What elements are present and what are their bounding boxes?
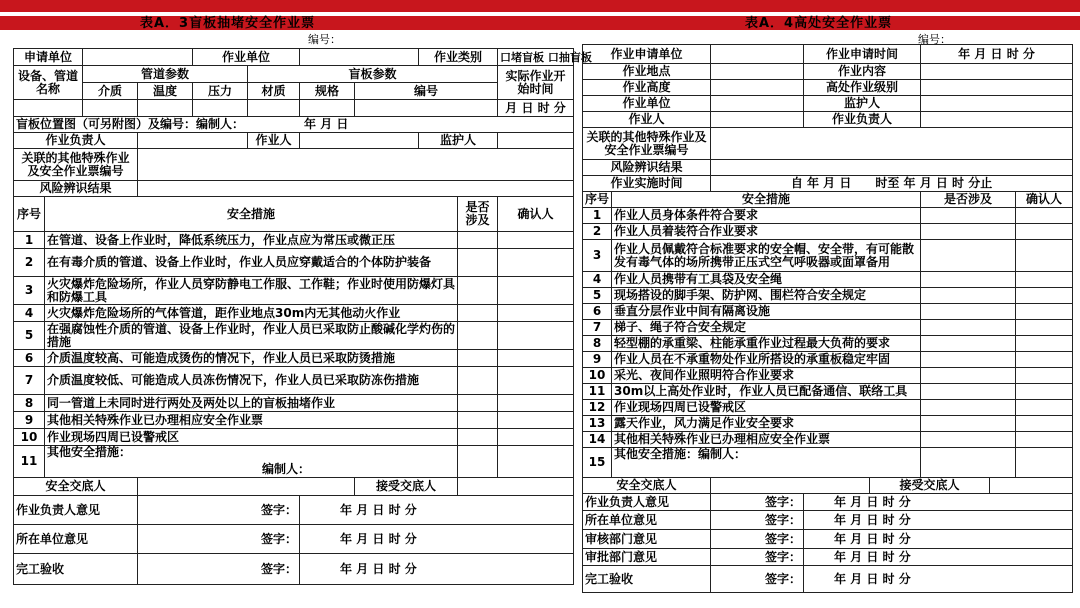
r-work-unit-field[interactable] xyxy=(711,96,804,112)
measure-text: 火灾爆炸危险场所的气体管道，距作业地点30m内无其他动火作业 xyxy=(45,305,458,322)
temperature-field[interactable] xyxy=(138,100,193,117)
pressure-field[interactable] xyxy=(193,100,248,117)
table-row xyxy=(583,240,1073,272)
measure-text: 在管道、设备上作业时，降低系统压力，作业点应为常压或微正压 xyxy=(45,232,458,249)
measure-text: 其他相关特殊作业已办理相应安全作业票 xyxy=(45,412,458,429)
signature-label: 签字： xyxy=(711,511,804,530)
measure-number: 11 xyxy=(583,384,612,400)
confirmer-field[interactable] xyxy=(1016,224,1073,240)
measure-number: 4 xyxy=(583,272,612,288)
signature-label: 签字： xyxy=(711,530,804,549)
opinion-row xyxy=(583,530,1073,549)
opinion-label: 审核部门意见 xyxy=(583,530,711,549)
spec-label: 规格 xyxy=(300,83,355,100)
measures-header: 安全措施 xyxy=(45,197,458,232)
table-row xyxy=(583,288,1073,304)
table-row xyxy=(583,384,1073,400)
measure-number: 1 xyxy=(14,232,45,249)
confirmer-field[interactable] xyxy=(498,232,574,249)
applicant-unit-label: 申请单位 xyxy=(14,49,83,66)
measure-text: 在有毒介质的管道、设备上作业时，作业人员应穿戴适合的个体防护装备 xyxy=(45,249,458,277)
involved-header: 是否涉及 xyxy=(458,197,498,232)
signature-label: 签字： xyxy=(711,494,804,511)
drafter-date: 年 月 日 xyxy=(304,117,349,131)
r-location-label: 作业地点 xyxy=(583,64,711,80)
r-risk-result-field[interactable] xyxy=(711,160,1073,176)
measure-number: 4 xyxy=(14,305,45,322)
confirmer-field[interactable] xyxy=(1016,208,1073,224)
seq-header: 序号 xyxy=(14,197,45,232)
table-row xyxy=(583,208,1073,224)
confirmer-field[interactable] xyxy=(498,249,574,277)
left-measures-list xyxy=(14,232,574,478)
signature-date[interactable]: 年 月 日 时 分 xyxy=(804,530,1073,549)
signature-label: 签字： xyxy=(711,549,804,566)
signature-label: 签字： xyxy=(711,566,804,593)
confirmer-field[interactable] xyxy=(1016,352,1073,368)
opinion-row xyxy=(14,525,574,554)
signature-date[interactable]: 年 月 日 时 分 xyxy=(804,549,1073,566)
r-content-field[interactable] xyxy=(921,64,1073,80)
pipe-params-label: 管道参数 xyxy=(83,66,248,83)
start-datetime[interactable]: 月 日 时 分 xyxy=(498,100,574,117)
drafter-label: 编制人： xyxy=(196,117,245,131)
confirmer-field[interactable] xyxy=(498,322,574,350)
r-safety-briefer-label: 安全交底人 xyxy=(583,478,711,494)
measure-number: 5 xyxy=(14,322,45,350)
table-row xyxy=(583,320,1073,336)
measure-text: 作业人员身体条件符合要求 xyxy=(612,208,921,224)
material-label: 材质 xyxy=(248,83,300,100)
opinion-row xyxy=(583,494,1073,511)
measure-number: 6 xyxy=(583,304,612,320)
involved-field[interactable] xyxy=(921,224,1016,240)
r-briefing-receiver-field[interactable] xyxy=(990,478,1073,494)
signature-date[interactable]: 年 月 日 时 分 xyxy=(804,494,1073,511)
measure-number: 15 xyxy=(583,448,612,478)
table-row xyxy=(583,304,1073,320)
confirmer-header: 确认人 xyxy=(498,197,574,232)
opinion-label: 所在单位意见 xyxy=(14,525,138,554)
code-field[interactable] xyxy=(355,100,498,117)
confirmer-field[interactable] xyxy=(498,367,574,395)
r-applicant-unit-label: 作业申请单位 xyxy=(583,45,711,64)
r-work-unit-label: 作业单位 xyxy=(583,96,711,112)
opinion-label: 完工验收 xyxy=(14,554,138,585)
measure-text: 作业人员在不承重物处作业所搭设的承重板稳定牢固 xyxy=(612,352,921,368)
involved-field[interactable] xyxy=(458,429,498,446)
table-row xyxy=(14,429,574,446)
table-row xyxy=(14,446,574,478)
blind-position-row xyxy=(14,117,574,133)
confirmer-field[interactable] xyxy=(1016,368,1073,384)
measure-number: 9 xyxy=(583,352,612,368)
involved-field[interactable] xyxy=(458,446,498,478)
measure-text: 作业现场四周已设警戒区 xyxy=(45,429,458,446)
involved-field[interactable] xyxy=(921,368,1016,384)
briefing-receiver-label: 接受交底人 xyxy=(355,478,458,496)
measure-text: 作业人员佩戴符合标准要求的安全帽、安全带，有可能散发有毒气体的场所携带正压式空气呼吸器或面罩备用 xyxy=(612,240,921,272)
opinion-row xyxy=(583,549,1073,566)
signature-date[interactable]: 年 月 日 时 分 xyxy=(300,496,574,525)
confirmer-field[interactable] xyxy=(498,446,574,478)
measure-text: 垂直分层作业中间有隔离设施 xyxy=(612,304,921,320)
opinion-label: 审批部门意见 xyxy=(583,549,711,566)
measure-text: 同一管道上未同时进行两处及两处以上的盲板抽堵作业 xyxy=(45,395,458,412)
worker-field[interactable] xyxy=(300,133,419,149)
measure-text: 作业现场四周已设警戒区 xyxy=(612,400,921,416)
confirmer-field[interactable] xyxy=(1016,400,1073,416)
measure-text: 露天作业，风力满足作业安全要求 xyxy=(612,416,921,432)
measure-text: 现场搭设的脚手架、防护网、围栏符合安全规定 xyxy=(612,288,921,304)
signature-date[interactable]: 年 月 日 时 分 xyxy=(804,566,1073,593)
pressure-label: 压力 xyxy=(193,83,248,100)
table-row xyxy=(14,395,574,412)
measure-text: 在强腐蚀性介质的管道、设备上作业时，作业人员已采取防止酸碱化学灼伤的措施 xyxy=(45,322,458,350)
r-safety-briefer-field[interactable] xyxy=(711,478,870,494)
right-number-label: 编号： xyxy=(918,33,951,46)
safety-briefer-field[interactable] xyxy=(138,478,355,496)
r-risk-result-label: 风险辨识结果 xyxy=(583,160,711,176)
confirmer-field[interactable] xyxy=(498,429,574,446)
work-leader-label: 作业负责人 xyxy=(14,133,138,149)
r-apply-time-label: 作业申请时间 xyxy=(804,45,921,64)
table-row xyxy=(14,350,574,367)
measure-number: 11 xyxy=(14,446,45,478)
left-number-label: 编号： xyxy=(308,33,341,46)
table-row xyxy=(583,448,1073,478)
signature-date[interactable]: 年 月 日 时 分 xyxy=(300,525,574,554)
confirmer-field[interactable] xyxy=(1016,272,1073,288)
supervisor-label: 监护人 xyxy=(419,133,498,149)
involved-field[interactable] xyxy=(921,384,1016,400)
confirmer-field[interactable] xyxy=(498,277,574,305)
work-unit-field[interactable] xyxy=(300,49,419,66)
table-row xyxy=(14,277,574,305)
measure-text: 梯子、绳子符合安全规定 xyxy=(612,320,921,336)
measure-drafter-label: 编制人： xyxy=(262,462,311,476)
table-row xyxy=(14,249,574,277)
table-row xyxy=(583,368,1073,384)
involved-field[interactable] xyxy=(921,448,1016,478)
equipment-name-field[interactable] xyxy=(14,100,83,117)
table-row xyxy=(583,352,1073,368)
opinion-label: 完工验收 xyxy=(583,566,711,593)
material-field[interactable] xyxy=(248,100,300,117)
risk-result-label: 风险辨识结果 xyxy=(14,181,138,197)
confirmer-field[interactable] xyxy=(498,305,574,322)
confirmer-field[interactable] xyxy=(1016,336,1073,352)
confirmer-field[interactable] xyxy=(1016,304,1073,320)
r-work-time-label: 作业实施时间 xyxy=(583,176,711,192)
involved-field[interactable] xyxy=(458,367,498,395)
opinion-row xyxy=(583,511,1073,530)
measure-text: 作业人员携带有工具袋及安全绳 xyxy=(612,272,921,288)
table-row xyxy=(583,272,1073,288)
confirmer-field[interactable] xyxy=(1016,432,1073,448)
involved-field[interactable] xyxy=(458,412,498,429)
confirmer-field[interactable] xyxy=(1016,416,1073,432)
r-briefing-receiver-label: 接受交底人 xyxy=(870,478,990,494)
measure-number: 8 xyxy=(583,336,612,352)
right-form-table xyxy=(582,44,1073,593)
medium-label: 介质 xyxy=(83,83,138,100)
measure-number: 2 xyxy=(14,249,45,277)
r-work-leader-field[interactable] xyxy=(921,112,1073,128)
signature-date[interactable]: 年 月 日 时 分 xyxy=(804,511,1073,530)
opinion-row xyxy=(14,496,574,525)
signature-label: 签字： xyxy=(138,554,300,585)
temperature-label: 温度 xyxy=(138,83,193,100)
blind-params-label: 盲板参数 xyxy=(248,66,498,83)
r-applicant-unit-field[interactable] xyxy=(711,45,804,64)
involved-field[interactable] xyxy=(458,249,498,277)
involved-field[interactable] xyxy=(458,232,498,249)
r-worker-field[interactable] xyxy=(711,112,804,128)
signature-date[interactable]: 年 月 日 时 分 xyxy=(300,554,574,585)
measure-number: 12 xyxy=(583,400,612,416)
left-form-table xyxy=(13,48,592,585)
measure-number: 10 xyxy=(583,368,612,384)
measure-number: 13 xyxy=(583,416,612,432)
right-opinions-list xyxy=(583,494,1073,593)
table-row xyxy=(583,432,1073,448)
r-content-label: 作业内容 xyxy=(804,64,921,80)
work-unit-label: 作业单位 xyxy=(193,49,300,66)
involved-field[interactable] xyxy=(921,336,1016,352)
table-row xyxy=(583,336,1073,352)
r-location-field[interactable] xyxy=(711,64,804,80)
actual-start-label: 实际作业开始时间 xyxy=(498,66,574,100)
table-row xyxy=(583,416,1073,432)
involved-field[interactable] xyxy=(921,320,1016,336)
worker-label: 作业人 xyxy=(248,133,300,149)
signature-label: 签字： xyxy=(138,496,300,525)
measure-number: 14 xyxy=(583,432,612,448)
measure-text xyxy=(45,446,458,478)
opinion-row xyxy=(14,554,574,585)
r-supervisor-label: 监护人 xyxy=(804,96,921,112)
safety-briefer-label: 安全交底人 xyxy=(14,478,138,496)
involved-field[interactable] xyxy=(921,416,1016,432)
table-row xyxy=(14,367,574,395)
measure-text: 作业人员着装符合作业要求 xyxy=(612,224,921,240)
involved-field[interactable] xyxy=(458,350,498,367)
measure-text: 介质温度较高、可能造成烫伤的情况下，作业人员已采取防烫措施 xyxy=(45,350,458,367)
left-opinions-list xyxy=(14,496,574,585)
opinion-label: 作业负责人意见 xyxy=(14,496,138,525)
confirmer-field[interactable] xyxy=(498,350,574,367)
code-label: 编号 xyxy=(355,83,498,100)
signature-label: 签字： xyxy=(138,525,300,554)
measure-text: 其他安全措施：编制人： xyxy=(612,448,921,478)
table-row xyxy=(583,224,1073,240)
r-height-label: 作业高度 xyxy=(583,80,711,96)
r-confirmer-header: 确认人 xyxy=(1016,192,1073,208)
involved-field[interactable] xyxy=(921,304,1016,320)
r-seq-header: 序号 xyxy=(583,192,612,208)
involved-field[interactable] xyxy=(458,305,498,322)
work-leader-field[interactable] xyxy=(138,133,248,149)
r-level-label: 高处作业级别 xyxy=(804,80,921,96)
r-related-special-field[interactable] xyxy=(711,128,1073,160)
right-form-title: 表A．4高处安全作业票 xyxy=(745,16,893,31)
r-related-special-label: 关联的其他特殊作业及安全作业票编号 xyxy=(583,128,711,160)
measure-number: 5 xyxy=(583,288,612,304)
confirmer-field[interactable] xyxy=(1016,240,1073,272)
involved-field[interactable] xyxy=(921,400,1016,416)
confirmer-field[interactable] xyxy=(1016,448,1073,478)
right-measures-list xyxy=(583,208,1073,478)
table-row xyxy=(14,322,574,350)
confirmer-field[interactable] xyxy=(498,395,574,412)
confirmer-field[interactable] xyxy=(498,412,574,429)
involved-field[interactable] xyxy=(921,352,1016,368)
measure-text: 介质温度较低、可能造成人员冻伤情况下，作业人员已采取防冻伤措施 xyxy=(45,367,458,395)
work-type-options[interactable]: 口堵盲板 口抽盲板 xyxy=(498,49,574,66)
equipment-name-label: 设备、管道名称 xyxy=(14,66,83,100)
measure-number: 2 xyxy=(583,224,612,240)
measure-number: 1 xyxy=(583,208,612,224)
supervisor-field[interactable] xyxy=(498,133,574,149)
confirmer-field[interactable] xyxy=(1016,288,1073,304)
table-row xyxy=(583,400,1073,416)
spec-field[interactable] xyxy=(300,100,355,117)
medium-field[interactable] xyxy=(83,100,138,117)
involved-field[interactable] xyxy=(921,272,1016,288)
related-special-label: 关联的其他特殊作业及安全作业票编号 xyxy=(14,149,138,181)
confirmer-field[interactable] xyxy=(1016,384,1073,400)
r-level-field[interactable] xyxy=(921,80,1073,96)
opinion-row xyxy=(583,566,1073,593)
measure-number: 6 xyxy=(14,350,45,367)
r-involved-header: 是否涉及 xyxy=(921,192,1016,208)
r-height-field[interactable] xyxy=(711,80,804,96)
opinion-label: 所在单位意见 xyxy=(583,511,711,530)
blind-position-label: 盲板位置图（可另附图）及编号： xyxy=(16,117,197,131)
applicant-unit-field[interactable] xyxy=(83,49,193,66)
measure-text: 火灾爆炸危险场所，作业人员穿防静电工作服、工作鞋；作业时使用防爆灯具和防爆工具 xyxy=(45,277,458,305)
opinion-label: 作业负责人意见 xyxy=(583,494,711,511)
measure-text: 轻型棚的承重梁、柱能承重作业过程最大负荷的要求 xyxy=(612,336,921,352)
other-measures-label: 其他安全措施： xyxy=(47,445,132,459)
r-work-leader-label: 作业负责人 xyxy=(804,112,921,128)
r-measures-header: 安全措施 xyxy=(612,192,921,208)
r-work-time-value[interactable]: 自 年 月 日 时至 年 月 日 时 分止 xyxy=(711,176,1073,192)
confirmer-field[interactable] xyxy=(1016,320,1073,336)
r-apply-time-value[interactable]: 年 月 日 时 分 xyxy=(921,45,1073,64)
left-form-title: 表A．3盲板抽堵安全作业票 xyxy=(140,16,316,31)
measure-number: 10 xyxy=(14,429,45,446)
risk-result-field[interactable] xyxy=(138,181,574,197)
table-row xyxy=(14,412,574,429)
work-type-label: 作业类别 xyxy=(419,49,498,66)
measure-number: 9 xyxy=(14,412,45,429)
related-special-field[interactable] xyxy=(138,149,574,181)
involved-field[interactable] xyxy=(458,277,498,305)
briefing-receiver-field[interactable] xyxy=(458,478,574,496)
measure-number: 7 xyxy=(583,320,612,336)
involved-field[interactable] xyxy=(458,322,498,350)
measure-text: 其他相关特殊作业已办理相应安全作业票 xyxy=(612,432,921,448)
measure-number: 7 xyxy=(14,367,45,395)
involved-field[interactable] xyxy=(921,432,1016,448)
measure-number: 3 xyxy=(14,277,45,305)
involved-field[interactable] xyxy=(921,288,1016,304)
measure-number: 3 xyxy=(583,240,612,272)
r-worker-label: 作业人 xyxy=(583,112,711,128)
measure-text: 30m以上高处作业时，作业人员已配备通信、联络工具 xyxy=(612,384,921,400)
involved-field[interactable] xyxy=(921,240,1016,272)
table-row xyxy=(14,305,574,322)
involved-field[interactable] xyxy=(458,395,498,412)
measure-number: 8 xyxy=(14,395,45,412)
involved-field[interactable] xyxy=(921,208,1016,224)
r-supervisor-field[interactable] xyxy=(921,96,1073,112)
table-row xyxy=(14,232,574,249)
measure-text: 采光、夜间作业照明符合作业要求 xyxy=(612,368,921,384)
